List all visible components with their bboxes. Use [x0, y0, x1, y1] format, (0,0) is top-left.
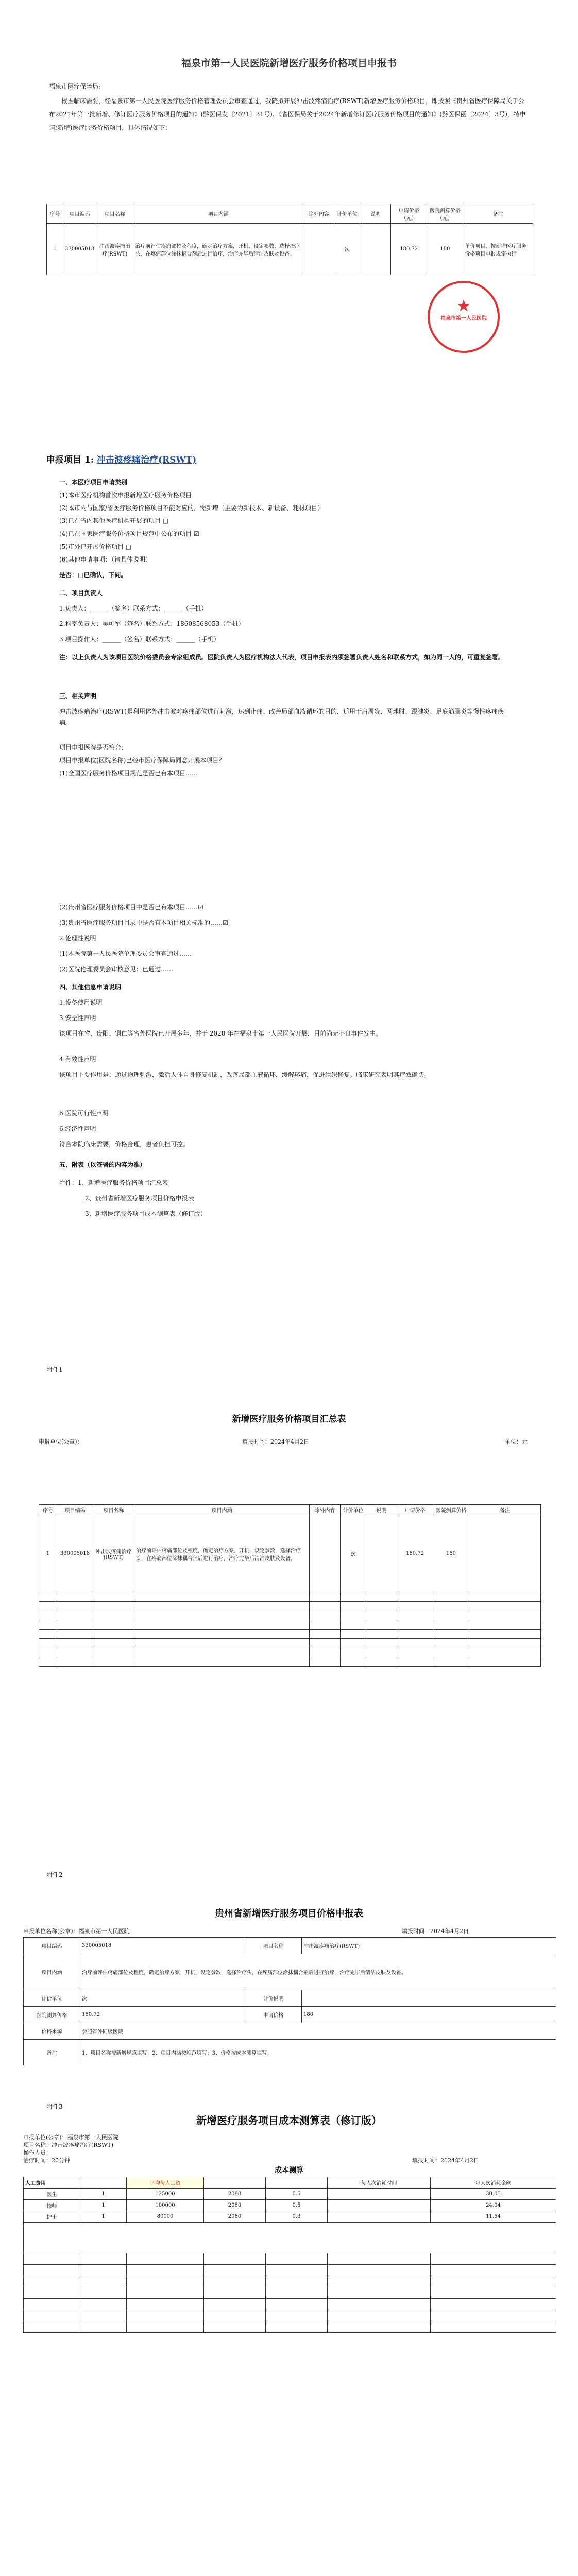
- cell: 医生: [24, 2189, 80, 2200]
- list-item: (1)本医院第一人民医院伦理委员会审查通过……: [59, 950, 192, 957]
- table-row: [24, 2200, 556, 2211]
- col-header: 项目内涵: [134, 1505, 310, 1515]
- table-row: [24, 2189, 556, 2200]
- cell: [310, 1515, 341, 1592]
- cell: 0.5: [266, 2200, 328, 2211]
- list-item: (1)全国医疗服务价格项目规范是否已有本项目……: [59, 770, 198, 777]
- cell: 次: [80, 1990, 245, 2007]
- cell: 备注: [24, 2040, 80, 2065]
- cell: 参照省外同级医院: [80, 2023, 556, 2040]
- annex-3-title: 新增医疗服务项目成本测算表（修订版）: [196, 2114, 382, 2127]
- list-item: (2)贵州省医疗服务价格项目中是否已有本项目……☑: [59, 904, 203, 911]
- list-item: 项目申报单位(医院名称)已经市医疗保障局同意开展本项目？: [59, 757, 225, 764]
- intro-paragraph: 根据临床需要，经福泉市第一人民医院医疗服务价格管理委员会审查通过，我院拟开展冲击波疼痛治疗(RSWT)新增医疗服务价格项目，即按照《贵州省医疗保障局关于公布2021年第一批新增、修订医疗服务价格项目的通知》(黔医保发〔2021〕31号)、《省医保局关于2024年新增修订医疗服务价格项目的通知》(黔医保函〔2024〕3号)，特申请(新增)医疗服务价格项目，具体情况如下：: [49, 97, 526, 131]
- list-item: 6.医院可行性声明: [59, 1110, 109, 1117]
- cell: 2080: [204, 2200, 266, 2211]
- col-header: 计价单位: [334, 204, 360, 224]
- list-item: (1)本市医疗机构首次申报新增医疗服务价格项目: [59, 492, 192, 499]
- cell: 冲击波疼痛治疗(RSWT): [96, 224, 133, 275]
- item-heading-prefix: 申报项目 1:: [46, 455, 94, 465]
- page-5: [0, 2092, 578, 2576]
- cell: 冲击波疼痛治疗(RSWT): [302, 1938, 556, 1954]
- table-row: [24, 1938, 556, 1954]
- list-item: 2.伦理性说明: [59, 935, 96, 942]
- cell: 180.72: [80, 2007, 245, 2023]
- cell: 医院测算价格: [24, 2007, 80, 2023]
- col-header: 除外内容: [310, 1505, 341, 1515]
- cell: 项目内涵: [24, 1954, 80, 1990]
- list-item: 1.负责人：______（签名）联系方式：______（手机）: [59, 605, 208, 612]
- cell: 单价项目，按新增医疗服务价格项目申报规定执行: [463, 224, 533, 275]
- declaration-body: 冲击波疼痛治疗(RSWT)是利用体外冲击波对疼痛部位进行刺激，达到止痛、改善局部血液循环的目的，适用于肩周炎、网球肘、跟腱炎、足底筋膜炎等慢性疼痛疾病。: [59, 708, 504, 726]
- cell: 330005018: [63, 224, 96, 275]
- list-item: (6)其他申请事项：（请具体说明）: [59, 556, 151, 563]
- table-row: [24, 2007, 556, 2023]
- page-2: [0, 438, 578, 891]
- section-2-title: 二、项目负责人: [59, 589, 103, 597]
- cell: 1: [47, 224, 63, 275]
- col-header: 申请价格（元）: [391, 204, 427, 224]
- col-header: 序号: [47, 204, 63, 224]
- seal-text: 福泉市第一人民医院: [440, 316, 487, 321]
- cell: 项目编码: [24, 1938, 80, 1954]
- cell: 180: [427, 224, 463, 275]
- table-row: [24, 2211, 556, 2223]
- cell: 1: [80, 2200, 127, 2211]
- cell: 计价单位: [24, 1990, 80, 2007]
- list-item: 该项目主要作用是：通过物理刺激，激活人体自身修复机制，改善局部血液循环，缓解疼痛，促进组织修复。临床研究表明其疗效确切。: [59, 1071, 431, 1078]
- cell: 每人次消耗金额: [431, 2177, 556, 2189]
- col-header: 备注: [469, 1505, 541, 1515]
- cell: 申请价格: [245, 2007, 302, 2023]
- list-item: 3、新增医疗服务项目成本测算表（修订版）: [85, 1210, 207, 1217]
- cell: 1、项目名称按新增规范填写；2、项目内涵按规范填写；3、价格按成本测算填写。: [80, 2040, 556, 2065]
- cell: [366, 1515, 397, 1592]
- col-header: 备注: [463, 204, 533, 224]
- col-header: 项目编码: [63, 204, 96, 224]
- annex-1-meta-mid: 填报时间：2024年4月2日: [242, 1438, 309, 1445]
- cell: [469, 1515, 541, 1592]
- seal-star-icon: ★: [457, 297, 470, 314]
- annex-2-meta-left: 申报单位名称(公章)：福泉市第一人民医院: [23, 1928, 130, 1935]
- list-item: 2、贵州省新增医疗服务项目价格申报表: [85, 1195, 194, 1202]
- annex-2-title: 贵州省新增医疗服务项目价格申报表: [215, 1908, 363, 1919]
- cell: 护士: [24, 2211, 80, 2223]
- section-1-title: 一、本医疗项目申请类别: [59, 479, 128, 486]
- cell: [328, 2189, 431, 2200]
- cost-title: 成本测算: [275, 2166, 303, 2175]
- cell: 180: [302, 2007, 556, 2023]
- cell: 1: [39, 1515, 57, 1592]
- list-item: (5)市外已开展价格项目 □: [59, 543, 132, 550]
- cell: 治疗前评估疼痛部位及程度，确定治疗方案，开机，设定参数，选择治疗头，在疼痛部位涂抹耦合剂后进行治疗，治疗完毕后清洁皮肤及设备。: [134, 1515, 310, 1592]
- cell: [302, 1990, 556, 2007]
- annex-3-meta: 填报时间：2024年4月2日: [412, 2157, 479, 2164]
- cell: 330005018: [57, 1515, 93, 1592]
- col-header: 项目编码: [57, 1505, 93, 1515]
- col-header: 说明: [366, 1505, 397, 1515]
- list-item: (2)本市内与国家/省医疗服务价格项目不能对应的，需新增（主要为新技术、新设备、耗材项目）: [59, 504, 324, 512]
- annex-2-label: 附件2: [46, 1871, 63, 1878]
- cell: [328, 2211, 431, 2223]
- cell: 0.5: [266, 2189, 328, 2200]
- annex-3-meta: 申报单位(公章)：福泉市第一人民医院: [23, 2134, 118, 2141]
- cell: 0.3: [266, 2211, 328, 2223]
- list-item: 4.有效性声明: [59, 1056, 96, 1063]
- table-row: [47, 224, 533, 275]
- cell: 计价说明: [245, 1990, 302, 2007]
- cell: 次: [341, 1515, 366, 1592]
- list-item: 附件：1、新增医疗服务价格项目汇总表: [59, 1179, 168, 1187]
- cell: 2080: [204, 2211, 266, 2223]
- annex-1-meta-right: 单位：元: [505, 1438, 528, 1445]
- cell: 30.05: [431, 2189, 556, 2200]
- list-item: (2)医院伦理委员会审核意见：已通过……: [59, 965, 173, 973]
- col-header: 计价单位: [341, 1505, 366, 1515]
- cell: [360, 224, 391, 275]
- col-header: 除外内容: [303, 204, 334, 224]
- table-row: [24, 2040, 556, 2065]
- cell: 项目名称: [245, 1938, 302, 1954]
- annex-1-title: 新增医疗服务价格项目汇总表: [232, 1414, 346, 1425]
- cell: 180.72: [391, 224, 427, 275]
- cell: 技师: [24, 2200, 80, 2211]
- cell: 80000: [127, 2211, 204, 2223]
- cell: [328, 2200, 431, 2211]
- cell: 24.04: [431, 2200, 556, 2211]
- cell: 180: [433, 1515, 469, 1592]
- price-application-table: [23, 1937, 556, 2065]
- cell: 180.72: [397, 1515, 433, 1592]
- col-header: 申请价格: [397, 1505, 433, 1515]
- salutation: 福泉市医疗保障局:: [49, 83, 101, 90]
- annex-1-meta-left: 申报单位(公章)：: [39, 1438, 83, 1445]
- hospital-seal: [428, 281, 500, 353]
- page-4: [0, 1499, 578, 2092]
- cell: 治疗前评估疼痛部位及程度，确定治疗方案；开机，设定参数，选择治疗头，在疼痛部位涂抹耦合剂后进行治疗，治疗完毕后清洁皮肤及设备。: [80, 1954, 556, 1990]
- table-row: [24, 2023, 556, 2040]
- list-item: 2.科室负责人：吴可军（签名）联系方式：18608568053（手机）: [59, 620, 245, 628]
- cell: 125000: [127, 2189, 204, 2200]
- cell: 价格来源: [24, 2023, 80, 2040]
- section-3-title: 三、相关声明: [59, 692, 97, 700]
- annex-1-label: 附件1: [46, 1366, 63, 1374]
- cell: 1: [80, 2211, 127, 2223]
- document-title: 福泉市第一人民医院新增医疗服务价格项目申报书: [181, 58, 397, 69]
- list-item: 6.经济性声明: [59, 1125, 96, 1132]
- cell: 人工费用: [24, 2177, 80, 2189]
- cell: 1: [80, 2189, 127, 2200]
- table-row: [24, 1990, 556, 2007]
- col-header: 序号: [39, 1505, 57, 1515]
- list-item: (3)已在省内其他医疗机构开展的项目 □: [59, 517, 169, 524]
- cell: 次: [334, 224, 360, 275]
- cell: [303, 224, 334, 275]
- section-4-title: 四、其他信息申请说明: [59, 984, 122, 991]
- col-header: 说明: [360, 204, 391, 224]
- table-row: [39, 1515, 541, 1592]
- cell: [80, 2177, 127, 2189]
- annex-3-label: 附件3: [46, 2103, 63, 2110]
- col-header: 项目名称: [96, 204, 133, 224]
- cell: 每人次消耗时间: [328, 2177, 431, 2189]
- cell: 治疗前评估疼痛部位及程度，确定治疗方案，开机，设定参数，选择治疗头，在疼痛部位涂抹耦合剂后进行治疗，治疗完毕后清洁皮肤及设备。: [133, 224, 303, 275]
- annex-3-meta: 治疗时间：20分钟: [23, 2157, 70, 2164]
- list-item: 3.安全性声明: [59, 1014, 96, 1022]
- cell: [266, 2177, 328, 2189]
- application-table: [46, 204, 533, 275]
- table-row: [24, 2177, 556, 2189]
- col-header: 项目名称: [93, 1505, 134, 1515]
- cell: [204, 2177, 266, 2189]
- item-heading-name: 冲击波疼痛治疗(RSWT): [96, 455, 197, 465]
- confirm-line: 是否：□已确认，下同。: [59, 571, 127, 579]
- page-1: [0, 0, 578, 438]
- cost-table: [23, 2177, 556, 2333]
- list-item: 项目申报医院是否符合：: [59, 744, 128, 751]
- col-header: 医院测算价格（元）: [427, 204, 463, 224]
- item-heading: [46, 452, 196, 465]
- summary-table: [39, 1504, 541, 1667]
- cell: 100000: [127, 2200, 204, 2211]
- annex-3-meta: 操作人员：: [23, 2149, 52, 2156]
- col-header: 医院测算价格: [433, 1505, 469, 1515]
- cell: 330005018: [80, 1938, 245, 1954]
- section-5-title: 五、附表（以签署的内容为准）: [59, 1161, 146, 1168]
- responsibility-note: 注：以上负责人为该项目医院价格委员会专家组成员。医院负责人为医疗机构法人代表，项目申报表内须签署负责人姓名和联系方式，如为同一人的，可重复签署。: [59, 654, 505, 661]
- list-item: 3.项目操作人：______（签名）联系方式：______（手机）: [59, 636, 220, 643]
- col-header: 项目内涵: [133, 204, 303, 224]
- list-item: 1.设备使用说明: [59, 999, 103, 1006]
- cell: 平均每人工资: [127, 2177, 204, 2189]
- cell: 11.54: [431, 2211, 556, 2223]
- cell: 2080: [204, 2189, 266, 2200]
- list-item: 该项目在省、贵阳、铜仁等省外医院已开展多年，并于 2020 年在福泉市第一人民医院开展，目前尚无不良事件发生。: [59, 1030, 382, 1037]
- page-3: [0, 891, 578, 1499]
- list-item: 符合本院临床需要，价格合理，患者负担可控。: [59, 1141, 190, 1148]
- cell: 冲击波疼痛治疗(RSWT): [93, 1515, 134, 1592]
- table-row: [24, 1954, 556, 1990]
- annex-3-meta: 项目名称：冲击波疼痛治疗(RSWT): [23, 2142, 114, 2148]
- list-item: (3)贵州省医疗服务项目目录中是否有本项目相关标准的……☑: [59, 919, 228, 926]
- list-item: (4)已在国家医疗服务价格项目规范中公布的项目 ☑: [59, 530, 199, 537]
- annex-2-meta-right: 填报时间：2024年4月2日: [402, 1928, 469, 1935]
